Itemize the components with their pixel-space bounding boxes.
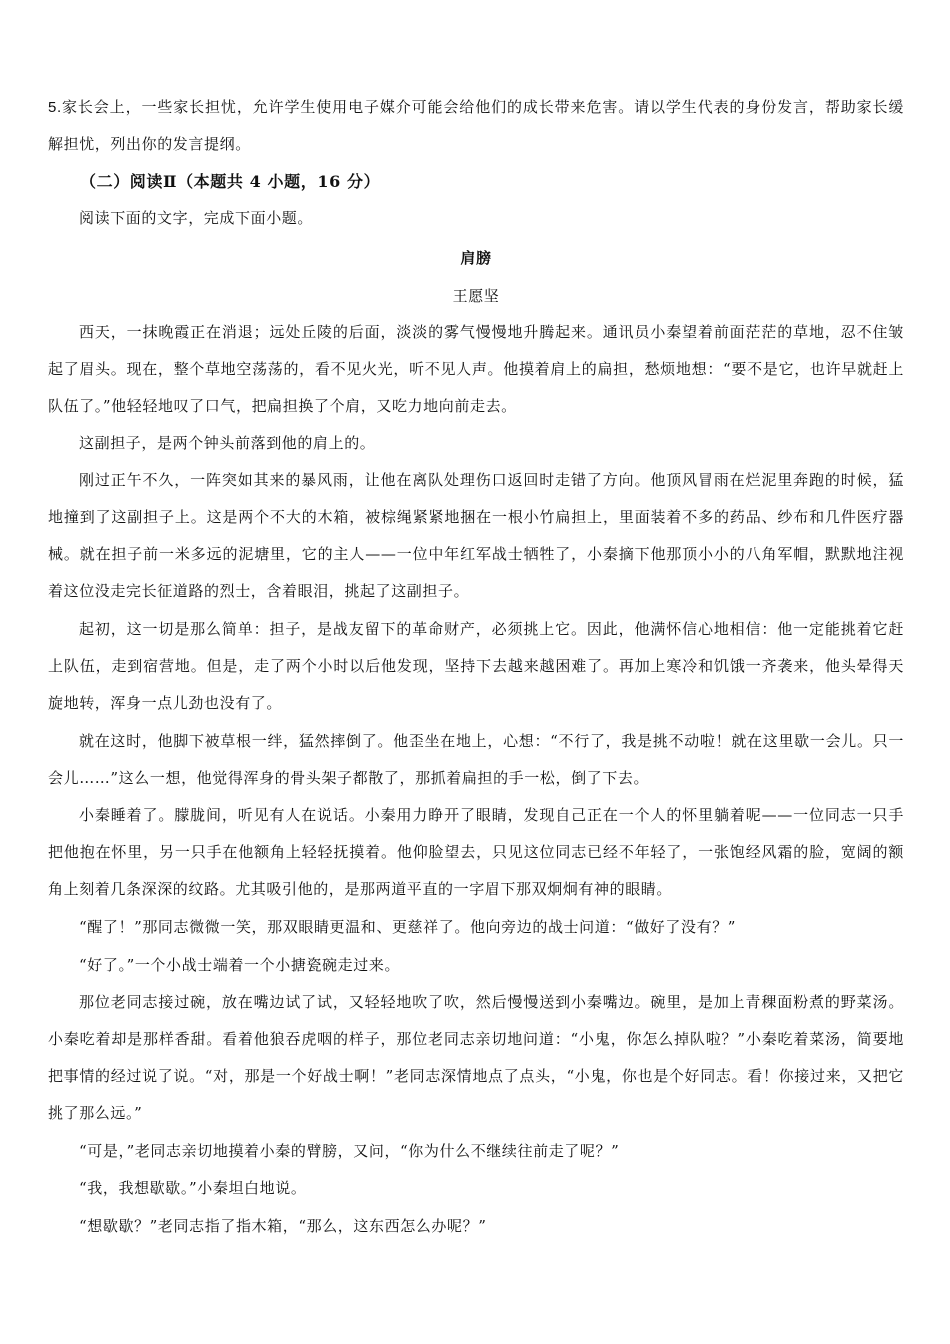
- article-author: 王愿坚: [452, 287, 500, 305]
- paragraph-2: 这副担子，是两个钟头前落到他的肩上的。: [79, 434, 376, 452]
- paragraph-6: 小秦睡着了。朦胧间，听见有人在说话。小秦用力睁开了眼睛，发现自己正在一个人的怀里躺着呢——一位同志一只手把他抱在怀里，另一只手在他额角上轻轻抚摸着。他仰脸望去，只见这位同志已经不年轻了，一张饱经风霜的脸，宽阔的额角上刻着几条深深的纹路。尤其吸引他的，是那两道平直的一字眉下那双炯炯有神的眼睛。: [48, 806, 904, 898]
- section-heading: （二）阅读Ⅱ（本题共 4 小题，16 分）: [80, 172, 381, 191]
- paragraph-11: “我，我想歇歇。”小秦坦白地说。: [79, 1179, 307, 1197]
- question-number: 5.: [48, 99, 62, 116]
- paragraph-1: 西天，一抹晚霞正在消退；远处丘陵的后面，淡淡的雾气慢慢地升腾起来。通讯员小秦望着前面茫茫的草地，忍不住皱起了眉头。现在，整个草地空荡荡的，看不见火光，听不见人声。他摸着肩上的扁担，愁烦地想：“要不是它，也许早就赶上队伍了。”他轻轻地叹了口气，把扁担换了个肩，又吃力地向前走去。: [48, 323, 904, 415]
- paragraph-8: “好了。”一个小战士端着一个小搪瓷碗走过来。: [79, 956, 401, 974]
- paragraph-3: 刚过正午不久，一阵突如其来的暴风雨，让他在离队处理伤口返回时走错了方向。他顶风冒雨在烂泥里奔跑的时候，猛地撞到了这副担子上。这是两个不大的木箱，被棕绳紧紧地捆在一根小竹扁担上，里面装着不多的药品、纱布和几件医疗器械。就在担子前一米多远的泥塘里，它的主人——一位中年红军战士牺牲了，小秦摘下他那顶小小的八角军帽，默默地注视着这位没走完长征道路的烈士，含着眼泪，挑起了这副担子。: [48, 471, 904, 600]
- paragraph-12: “想歇歇？”老同志指了指木箱，“那么，这东西怎么办呢？”: [79, 1217, 487, 1235]
- question-5: [48, 89, 904, 163]
- question-text: 家长会上，一些家长担忧，允许学生使用电子媒介可能会给他们的成长带来危害。请以学生代表的身份发言，帮助家长缓解担忧，列出你的发言提纲。: [48, 99, 904, 153]
- paragraph-4: 起初，这一切是那么简单：担子，是战友留下的革命财产，必须挑上它。因此，他满怀信心地相信：他一定能挑着它赶上队伍，走到宿营地。但是，走了两个小时以后他发现，坚持下去越来越困难了。再加上寒冷和饥饿一齐袭来，他头晕得天旋地转，浑身一点儿劲也没有了。: [48, 620, 904, 712]
- paragraph-10: “可是，”老同志亲切地摸着小秦的臂膀，又问，“你为什么不继续往前走了呢？”: [79, 1142, 620, 1160]
- article-title: 肩膀: [460, 249, 492, 267]
- paragraph-9: 那位老同志接过碗，放在嘴边试了试，又轻轻地吹了吹，然后慢慢送到小秦嘴边。碗里，是加上青稞面粉煮的野菜汤。小秦吃着却是那样香甜。看着他狼吞虎咽的样子，那位老同志亲切地问道：“小鬼，你怎么掉队啦？”小秦吃着菜汤，简要地把事情的经过说了说。“对，那是一个好战士啊！”老同志深情地点了点头，“小鬼，你也是个好同志。看！你接过来，又把它挑了那么远。”: [48, 993, 904, 1122]
- paragraph-7: “醒了！”那同志微微一笑，那双眼睛更温和、更慈祥了。他向旁边的战士问道：“做好了没有？”: [79, 918, 737, 936]
- reading-instruction: 阅读下面的文字，完成下面小题。: [79, 209, 314, 227]
- paragraph-5: 就在这时，他脚下被草根一绊，猛然摔倒了。他歪坐在地上，心想：“不行了，我是挑不动啦！就在这里歇一会儿。只一会儿……”这么一想，他觉得浑身的骨头架子都散了，那抓着扁担的手一松，倒了下去。: [48, 732, 904, 787]
